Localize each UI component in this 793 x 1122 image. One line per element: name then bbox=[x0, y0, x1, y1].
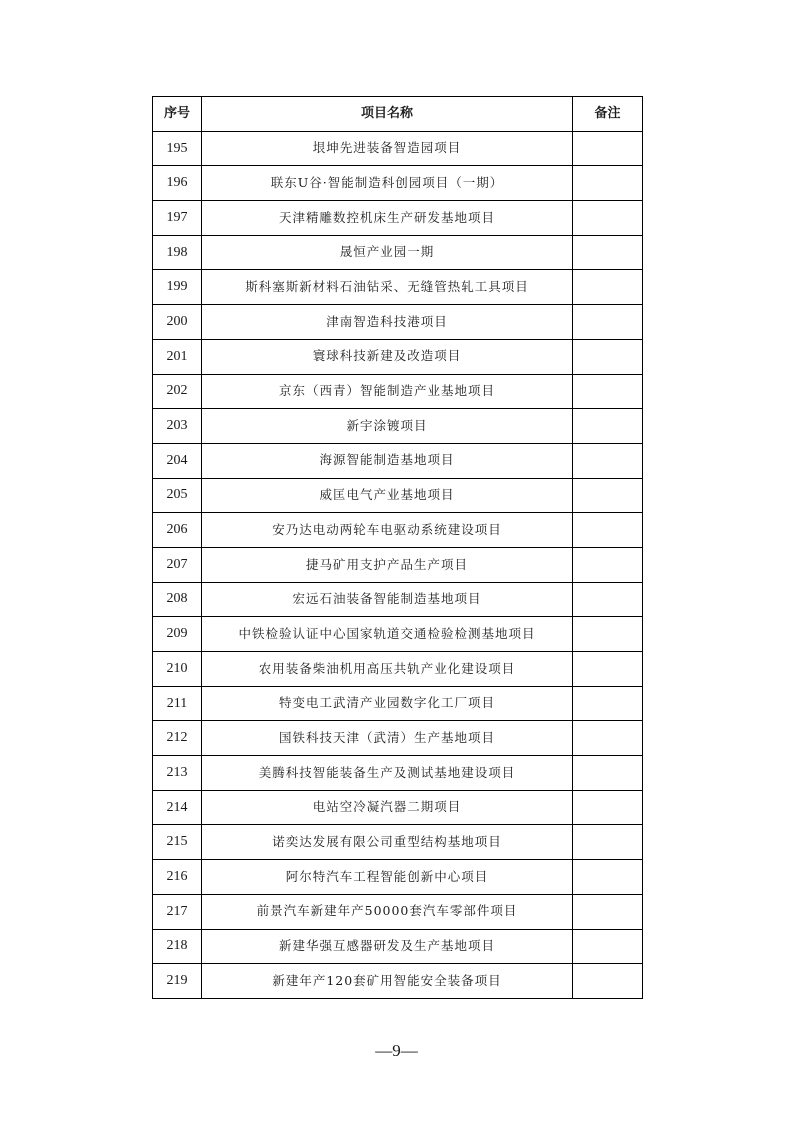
serial-number-cell: 206 bbox=[153, 513, 202, 548]
remarks-cell bbox=[573, 339, 643, 374]
table-row bbox=[153, 686, 643, 721]
serial-number-cell: 215 bbox=[153, 825, 202, 860]
remarks-cell bbox=[573, 617, 643, 652]
remarks-cell bbox=[573, 513, 643, 548]
table-row bbox=[153, 721, 643, 756]
project-name-cell: 电站空冷凝汽器二期项目 bbox=[202, 790, 573, 825]
serial-number-cell: 196 bbox=[153, 166, 202, 201]
table-row bbox=[153, 270, 643, 305]
project-name-cell: 中铁检验认证中心国家轨道交通检验检测基地项目 bbox=[202, 617, 573, 652]
serial-number-cell: 204 bbox=[153, 443, 202, 478]
remarks-cell bbox=[573, 894, 643, 929]
table-row bbox=[153, 964, 643, 999]
project-name-cell: 国铁科技天津（武清）生产基地项目 bbox=[202, 721, 573, 756]
table-row bbox=[153, 617, 643, 652]
remarks-cell bbox=[573, 235, 643, 270]
serial-number-cell: 205 bbox=[153, 478, 202, 513]
serial-number-cell: 213 bbox=[153, 756, 202, 791]
serial-number-cell: 216 bbox=[153, 860, 202, 895]
project-name-cell: 垠坤先进装备智造园项目 bbox=[202, 131, 573, 166]
remarks-cell bbox=[573, 374, 643, 409]
project-name-cell: 新建年产120套矿用智能安全装备项目 bbox=[202, 964, 573, 999]
project-name-cell: 新建华强互感器研发及生产基地项目 bbox=[202, 929, 573, 964]
project-name-cell: 海源智能制造基地项目 bbox=[202, 443, 573, 478]
serial-number-cell: 198 bbox=[153, 235, 202, 270]
table-row bbox=[153, 652, 643, 687]
table-row bbox=[153, 582, 643, 617]
remarks-cell bbox=[573, 825, 643, 860]
remarks-cell bbox=[573, 443, 643, 478]
serial-number-cell: 203 bbox=[153, 409, 202, 444]
table-row bbox=[153, 860, 643, 895]
header-project-name: 项目名称 bbox=[202, 97, 573, 132]
remarks-cell bbox=[573, 721, 643, 756]
serial-number-cell: 195 bbox=[153, 131, 202, 166]
serial-number-cell: 212 bbox=[153, 721, 202, 756]
project-name-cell: 津南智造科技港项目 bbox=[202, 305, 573, 340]
serial-number-cell: 200 bbox=[153, 305, 202, 340]
remarks-cell bbox=[573, 409, 643, 444]
table-row bbox=[153, 305, 643, 340]
table-header bbox=[153, 97, 643, 132]
table-row bbox=[153, 235, 643, 270]
serial-number-cell: 210 bbox=[153, 652, 202, 687]
serial-number-cell: 219 bbox=[153, 964, 202, 999]
table-row bbox=[153, 929, 643, 964]
remarks-cell bbox=[573, 547, 643, 582]
project-name-cell: 安乃达电动两轮车电驱动系统建设项目 bbox=[202, 513, 573, 548]
project-name-cell: 特变电工武清产业园数字化工厂项目 bbox=[202, 686, 573, 721]
table-row bbox=[153, 547, 643, 582]
serial-number-cell: 218 bbox=[153, 929, 202, 964]
remarks-cell bbox=[573, 790, 643, 825]
project-name-cell: 宏远石油装备智能制造基地项目 bbox=[202, 582, 573, 617]
project-name-cell: 威匡电气产业基地项目 bbox=[202, 478, 573, 513]
project-name-cell: 捷马矿用支护产品生产项目 bbox=[202, 547, 573, 582]
table-row bbox=[153, 409, 643, 444]
table-row bbox=[153, 756, 643, 791]
table-row bbox=[153, 131, 643, 166]
table-row bbox=[153, 894, 643, 929]
remarks-cell bbox=[573, 756, 643, 791]
remarks-cell bbox=[573, 582, 643, 617]
project-table bbox=[152, 96, 643, 999]
serial-number-cell: 199 bbox=[153, 270, 202, 305]
project-name-cell: 晟恒产业园一期 bbox=[202, 235, 573, 270]
remarks-cell bbox=[573, 131, 643, 166]
project-name-cell: 农用装备柴油机用高压共轨产业化建设项目 bbox=[202, 652, 573, 687]
serial-number-cell: 207 bbox=[153, 547, 202, 582]
project-name-cell: 美腾科技智能装备生产及测试基地建设项目 bbox=[202, 756, 573, 791]
table-row bbox=[153, 201, 643, 236]
table-row bbox=[153, 339, 643, 374]
project-name-cell: 阿尔特汽车工程智能创新中心项目 bbox=[202, 860, 573, 895]
remarks-cell bbox=[573, 652, 643, 687]
serial-number-cell: 197 bbox=[153, 201, 202, 236]
remarks-cell bbox=[573, 166, 643, 201]
table-row bbox=[153, 166, 643, 201]
table-row bbox=[153, 790, 643, 825]
remarks-cell bbox=[573, 964, 643, 999]
page-number: —9— bbox=[375, 1041, 418, 1060]
remarks-cell bbox=[573, 305, 643, 340]
table-row bbox=[153, 443, 643, 478]
table-body bbox=[153, 131, 643, 998]
project-name-cell: 联东U谷·智能制造科创园项目（一期） bbox=[202, 166, 573, 201]
header-remarks: 备注 bbox=[573, 97, 643, 132]
project-name-cell: 京东（西青）智能制造产业基地项目 bbox=[202, 374, 573, 409]
serial-number-cell: 208 bbox=[153, 582, 202, 617]
serial-number-cell: 217 bbox=[153, 894, 202, 929]
table-row bbox=[153, 374, 643, 409]
remarks-cell bbox=[573, 860, 643, 895]
project-name-cell: 前景汽车新建年产50000套汽车零部件项目 bbox=[202, 894, 573, 929]
serial-number-cell: 214 bbox=[153, 790, 202, 825]
remarks-cell bbox=[573, 201, 643, 236]
serial-number-cell: 211 bbox=[153, 686, 202, 721]
project-name-cell: 斯科塞斯新材料石油钻采、无缝管热轧工具项目 bbox=[202, 270, 573, 305]
serial-number-cell: 209 bbox=[153, 617, 202, 652]
header-serial-number: 序号 bbox=[153, 97, 202, 132]
remarks-cell bbox=[573, 270, 643, 305]
table-row bbox=[153, 825, 643, 860]
project-name-cell: 天津精雕数控机床生产研发基地项目 bbox=[202, 201, 573, 236]
remarks-cell bbox=[573, 686, 643, 721]
project-name-cell: 诺奕达发展有限公司重型结构基地项目 bbox=[202, 825, 573, 860]
project-name-cell: 新宇涂镀项目 bbox=[202, 409, 573, 444]
remarks-cell bbox=[573, 929, 643, 964]
serial-number-cell: 202 bbox=[153, 374, 202, 409]
remarks-cell bbox=[573, 478, 643, 513]
project-name-cell: 寰球科技新建及改造项目 bbox=[202, 339, 573, 374]
table-row bbox=[153, 513, 643, 548]
serial-number-cell: 201 bbox=[153, 339, 202, 374]
table-row bbox=[153, 478, 643, 513]
table-header-row bbox=[153, 97, 643, 132]
